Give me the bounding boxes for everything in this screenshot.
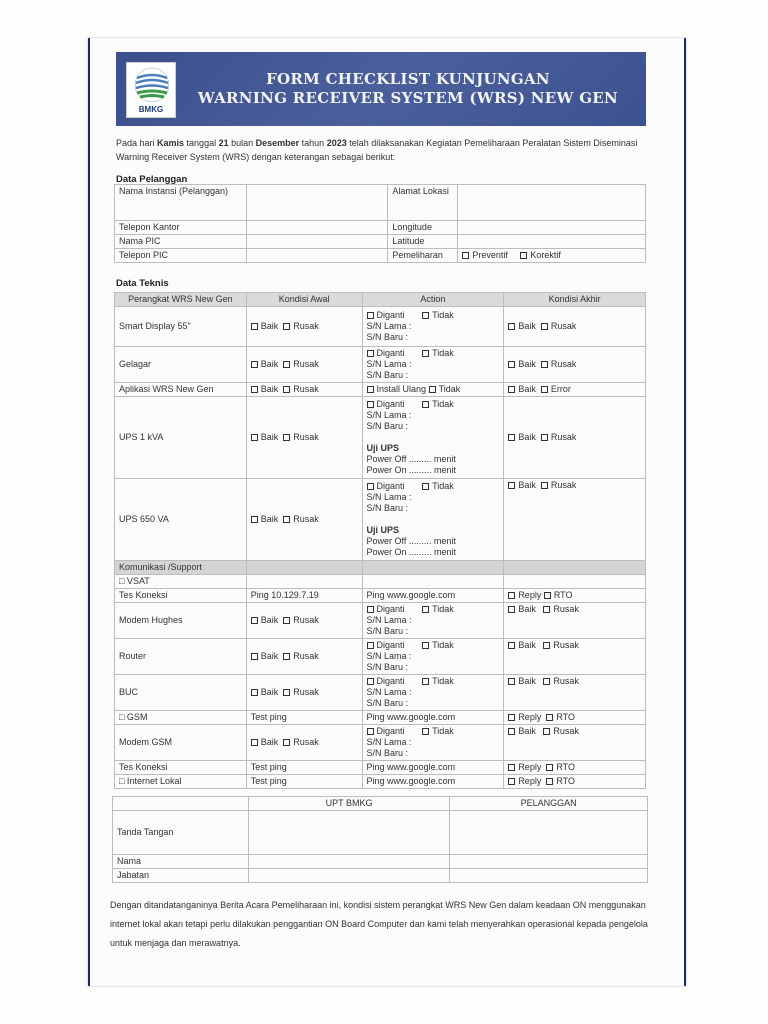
- checkbox-tidak[interactable]: [422, 606, 429, 613]
- field-longitude[interactable]: [458, 221, 646, 235]
- kondisi-akhir-cell: [504, 639, 646, 675]
- label-baik: Baik: [260, 514, 279, 524]
- label-nama-pic: Nama PIC: [115, 235, 247, 249]
- field-pemeliharaan: [458, 249, 646, 263]
- checkbox-tidak[interactable]: [422, 350, 429, 357]
- sig-col-pelanggan: PELANGGAN: [450, 797, 648, 811]
- label-baik: Baik: [260, 651, 279, 661]
- field-nama-instansi[interactable]: [246, 185, 388, 221]
- label-tidak: Tidak: [432, 481, 454, 491]
- field-jabatan-upt[interactable]: [248, 869, 450, 883]
- checkbox-rusak[interactable]: [541, 323, 548, 330]
- title-line-2: WARNING RECEIVER SYSTEM (WRS) NEW GEN: [197, 89, 619, 107]
- field-latitude[interactable]: [458, 235, 646, 249]
- checkbox-rusak[interactable]: [543, 728, 550, 735]
- title-line-1: FORM CHECKLIST KUNJUNGAN: [266, 70, 550, 88]
- subheader-komunikasi: Komunikasi /Support: [115, 561, 247, 575]
- checkbox-baik[interactable]: [251, 361, 258, 368]
- label-rusak: Rusak: [293, 432, 319, 442]
- label-alamat-lokasi: Alamat Lokasi: [388, 185, 458, 221]
- checkbox-tidak[interactable]: [422, 483, 429, 490]
- checkbox-rusak[interactable]: [283, 689, 290, 696]
- kondisi-awal-cell: [246, 383, 362, 397]
- col-kondisi-akhir: Kondisi Akhir: [504, 293, 646, 307]
- label-install-ulang: Install Ulang: [376, 384, 427, 394]
- label-sn-baru: S/N Baru :: [366, 662, 409, 672]
- label-baik: Baik: [260, 737, 279, 747]
- col-kondisi-awal: Kondisi Awal: [246, 293, 362, 307]
- checkbox-baik[interactable]: [508, 323, 515, 330]
- form-page: [88, 38, 686, 986]
- checkbox-baik[interactable]: [251, 617, 258, 624]
- checkbox-rusak[interactable]: [283, 739, 290, 746]
- row-label-smart-display: Smart Display 55": [115, 307, 247, 347]
- label-rusak: Rusak: [293, 384, 319, 394]
- checkbox-diganti[interactable]: [367, 728, 374, 735]
- test-ping-cell: Test ping: [246, 711, 362, 725]
- kondisi-awal-cell: [246, 307, 362, 347]
- checkbox-baik[interactable]: [508, 361, 515, 368]
- checkbox-rusak[interactable]: [543, 642, 550, 649]
- label-tidak: Tidak: [432, 399, 454, 409]
- label-sn-baru: S/N Baru :: [366, 748, 409, 758]
- label-rusak: Rusak: [293, 615, 319, 625]
- kondisi-akhir-cell: [504, 383, 646, 397]
- label-tanda-tangan: Tanda Tangan: [113, 811, 249, 855]
- label-baik: Baik: [260, 432, 279, 442]
- label-uji-ups: Uji UPS: [366, 443, 400, 453]
- checkbox-baik[interactable]: [508, 678, 515, 685]
- checkbox-reply[interactable]: [508, 592, 515, 599]
- action-cell: [362, 603, 504, 639]
- label-baik: Baik: [518, 640, 536, 650]
- empty-cell: [504, 575, 646, 589]
- label-preventif: Preventif: [472, 250, 508, 260]
- label-tidak: Tidak: [432, 640, 454, 650]
- label-sn-lama: S/N Lama :: [366, 321, 412, 331]
- checkbox-baik[interactable]: [508, 642, 515, 649]
- field-nama-pelanggan[interactable]: [450, 855, 648, 869]
- action-cell: [362, 675, 504, 711]
- checkbox-baik[interactable]: [251, 739, 258, 746]
- checkbox-rto[interactable]: [546, 778, 553, 785]
- field-telepon-kantor[interactable]: [246, 221, 388, 235]
- intro-text: telah dilaksanakan Kegiatan Pemeliharaan Peralatan Sistem Diseminasi Warning Receiver System (WRS) dengan keterangan sebagai berikut:: [116, 138, 638, 162]
- label-diganti: Diganti: [376, 481, 405, 491]
- intro-text: Pada hari: [116, 138, 158, 148]
- label-tidak: Tidak: [432, 348, 454, 358]
- form-title: [188, 70, 628, 108]
- label-rusak: Rusak: [553, 726, 579, 736]
- checkbox-rusak[interactable]: [283, 434, 290, 441]
- logo-text: BMKG: [138, 105, 164, 114]
- checkbox-tidak[interactable]: [422, 728, 429, 735]
- label-baik: Baik: [518, 604, 536, 614]
- label-baik: Baik: [518, 726, 536, 736]
- checkbox-diganti[interactable]: [367, 642, 374, 649]
- label-diganti: Diganti: [376, 399, 405, 409]
- subheader-cell: [246, 561, 362, 575]
- checkbox-rusak[interactable]: [543, 678, 550, 685]
- checkbox-baik[interactable]: [508, 386, 515, 393]
- label-diganti: Diganti: [376, 640, 405, 650]
- subheader-cell: [362, 561, 504, 575]
- checkbox-error[interactable]: [541, 386, 548, 393]
- label-rto: RTO: [553, 590, 573, 600]
- action-cell: [362, 383, 504, 397]
- label-rusak: Rusak: [293, 651, 319, 661]
- label-reply: Reply: [518, 712, 542, 722]
- label-error: Error: [550, 384, 571, 394]
- label-sn-baru: S/N Baru :: [366, 626, 409, 636]
- field-jabatan-pelanggan[interactable]: [450, 869, 648, 883]
- label-rusak: Rusak: [550, 480, 577, 490]
- label-rusak: Rusak: [293, 321, 319, 331]
- checkbox-install-ulang[interactable]: [367, 386, 374, 393]
- label-sn-baru: S/N Baru :: [366, 332, 409, 342]
- label-longitude: Longitude: [388, 221, 458, 235]
- checkbox-tidak[interactable]: [422, 642, 429, 649]
- label-sn-lama: S/N Lama :: [366, 492, 412, 502]
- checkbox-korektif[interactable]: [520, 252, 527, 259]
- label-tidak: Tidak: [432, 310, 454, 320]
- label-baik: Baik: [518, 676, 536, 686]
- checkbox-diganti[interactable]: [367, 401, 374, 408]
- checkbox-diganti[interactable]: [367, 606, 374, 613]
- action-cell: [362, 347, 504, 383]
- label-rusak: Rusak: [553, 604, 579, 614]
- group-internet-lokal: □ Internet Lokal: [115, 775, 247, 789]
- teknis-table: [114, 292, 646, 789]
- section-heading-teknis: Data Teknis: [116, 278, 169, 289]
- checkbox-baik[interactable]: [508, 728, 515, 735]
- closing-statement: Dengan ditandatanganinya Berita Acara Pemeliharaan ini, kondisi sistem perangkat WRS New Gen dalam keadaan ON menggunakan internet lokal akan tetapi perlu dilakukan penggantian ON Board Computer dan kami telah menyerahkan operasional kepada pengelola untuk menjaga dan merawatnya.: [110, 900, 648, 948]
- checkbox-reply[interactable]: [508, 778, 515, 785]
- label-baik: Baik: [260, 321, 279, 331]
- label-sn-baru: S/N Baru :: [366, 503, 409, 513]
- checkbox-baik[interactable]: [251, 323, 258, 330]
- label-korektif: Korektif: [530, 250, 561, 260]
- label-reply: Reply: [518, 762, 542, 772]
- label-latitude: Latitude: [388, 235, 458, 249]
- label-baik: Baik: [518, 432, 536, 442]
- label-rto: RTO: [556, 762, 576, 772]
- action-cell: [362, 307, 504, 347]
- intro-text: tahun: [299, 138, 327, 148]
- label-tidak: Tidak: [432, 604, 454, 614]
- checkbox-rto[interactable]: [546, 714, 553, 721]
- kondisi-awal-cell: [246, 725, 362, 761]
- intro-bulan: Desember: [255, 138, 300, 148]
- label-reply: Reply: [518, 776, 542, 786]
- checkbox-tidak[interactable]: [422, 312, 429, 319]
- label-rusak: Rusak: [293, 514, 319, 524]
- label-power-on: Power On ......... menit: [366, 465, 457, 475]
- kondisi-awal-cell: [246, 675, 362, 711]
- label-sn-lama: S/N Lama :: [366, 410, 412, 420]
- checkbox-rusak[interactable]: [541, 434, 548, 441]
- kondisi-awal-cell: [246, 397, 362, 479]
- checkbox-baik[interactable]: [251, 386, 258, 393]
- intro-tahun: 2023: [326, 138, 347, 148]
- checkbox-rusak[interactable]: [543, 606, 550, 613]
- field-ttd-pelanggan[interactable]: [450, 811, 648, 855]
- col-perangkat: Perangkat WRS New Gen: [115, 293, 247, 307]
- action-cell: [362, 397, 504, 479]
- label-baik: Baik: [260, 359, 279, 369]
- label-rusak: Rusak: [293, 359, 319, 369]
- row-label-ups-650va: UPS 650 VA: [115, 479, 247, 561]
- label-sn-baru: S/N Baru :: [366, 370, 409, 380]
- label-nama: Nama: [113, 855, 249, 869]
- sig-col-upt: UPT BMKG: [248, 797, 450, 811]
- checkbox-baik[interactable]: [508, 482, 515, 489]
- label-sn-lama: S/N Lama :: [366, 651, 412, 661]
- label-sn-lama: S/N Lama :: [366, 359, 412, 369]
- checkbox-rto[interactable]: [546, 764, 553, 771]
- test-ping-cell: Test ping: [246, 761, 362, 775]
- kondisi-akhir-cell: [504, 775, 646, 789]
- signature-table: [112, 796, 648, 883]
- ping-google-cell: Ping www.google.com: [362, 589, 504, 603]
- label-tidak: Tidak: [432, 726, 454, 736]
- field-telepon-pic[interactable]: [246, 249, 388, 263]
- checkbox-baik[interactable]: [251, 653, 258, 660]
- checkbox-diganti[interactable]: [367, 350, 374, 357]
- label-rusak: Rusak: [550, 321, 577, 331]
- kondisi-awal-cell: [246, 347, 362, 383]
- label-baik: Baik: [518, 384, 536, 394]
- checkbox-diganti[interactable]: [367, 483, 374, 490]
- label-sn-lama: S/N Lama :: [366, 737, 412, 747]
- kondisi-akhir-cell: [504, 725, 646, 761]
- ping-google-cell: Ping www.google.com: [362, 775, 504, 789]
- row-label-buc: BUC: [115, 675, 247, 711]
- kondisi-akhir-cell: [504, 397, 646, 479]
- checkbox-reply[interactable]: [508, 764, 515, 771]
- kondisi-akhir-cell: [504, 479, 646, 561]
- label-power-off: Power Off ......... menit: [366, 454, 456, 464]
- label-rusak: Rusak: [553, 676, 579, 686]
- intro-hari: Kamis: [157, 138, 185, 148]
- section-heading-pelanggan: Data Pelanggan: [116, 174, 188, 185]
- label-rto: RTO: [556, 776, 576, 786]
- checkbox-diganti[interactable]: [367, 678, 374, 685]
- label-rusak: Rusak: [550, 432, 577, 442]
- label-rusak: Rusak: [550, 359, 577, 369]
- checkbox-rusak[interactable]: [283, 361, 290, 368]
- checkbox-reply[interactable]: [508, 714, 515, 721]
- label-diganti: Diganti: [376, 604, 405, 614]
- label-rusak: Rusak: [553, 640, 579, 650]
- label-diganti: Diganti: [376, 348, 405, 358]
- checkbox-tidak[interactable]: [422, 678, 429, 685]
- pelanggan-table: [114, 184, 646, 263]
- checkbox-rusak[interactable]: [541, 361, 548, 368]
- checkbox-rusak[interactable]: [283, 386, 290, 393]
- label-power-off: Power Off ......... menit: [366, 536, 456, 546]
- action-cell: [362, 639, 504, 675]
- label-tidak: Tidak: [438, 384, 461, 394]
- label-pemeliharaan: Pemeliharan: [388, 249, 458, 263]
- label-baik: Baik: [260, 615, 279, 625]
- form-header: [116, 52, 646, 126]
- row-label-router: Router: [115, 639, 247, 675]
- label-sn-lama: S/N Lama :: [366, 615, 412, 625]
- empty-cell: [246, 575, 362, 589]
- intro-text: bulan: [228, 138, 256, 148]
- row-label-tes-koneksi: Tes Koneksi: [115, 761, 247, 775]
- row-label-gelagar: Gelagar: [115, 347, 247, 383]
- bmkg-logo: [126, 62, 176, 118]
- label-sn-baru: S/N Baru :: [366, 421, 409, 431]
- kondisi-awal-cell: [246, 479, 362, 561]
- ping-google-cell: Ping www.google.com: [362, 711, 504, 725]
- label-reply: Reply: [518, 590, 542, 600]
- label-nama-instansi: Nama Instansi (Pelanggan): [115, 185, 247, 221]
- label-telepon-kantor: Telepon Kantor: [115, 221, 247, 235]
- intro-paragraph: [116, 136, 646, 164]
- checkbox-rusak[interactable]: [283, 617, 290, 624]
- label-baik: Baik: [260, 384, 279, 394]
- action-cell: [362, 725, 504, 761]
- ping-google-cell: Ping www.google.com: [362, 761, 504, 775]
- kondisi-akhir-cell: [504, 711, 646, 725]
- label-sn-lama: S/N Lama :: [366, 687, 412, 697]
- label-power-on: Power On ......... menit: [366, 547, 457, 557]
- checkbox-rusak[interactable]: [283, 323, 290, 330]
- row-label-ups-1kva: UPS 1 kVA: [115, 397, 247, 479]
- kondisi-akhir-cell: [504, 603, 646, 639]
- col-action: Action: [362, 293, 504, 307]
- label-jabatan: Jabatan: [113, 869, 249, 883]
- checkbox-baik[interactable]: [251, 689, 258, 696]
- group-vsat: □ VSAT: [115, 575, 247, 589]
- kondisi-awal-cell: [246, 639, 362, 675]
- kondisi-akhir-cell: [504, 347, 646, 383]
- label-uji-ups: Uji UPS: [366, 525, 400, 535]
- label-baik: Baik: [518, 480, 536, 490]
- test-ping-cell: Test ping: [246, 775, 362, 789]
- checkbox-tidak[interactable]: [422, 401, 429, 408]
- row-label-tes-koneksi: Tes Koneksi: [115, 589, 247, 603]
- ping-ip-cell: Ping 10.129.7.19: [246, 589, 362, 603]
- checkbox-rusak[interactable]: [541, 482, 548, 489]
- kondisi-akhir-cell: [504, 307, 646, 347]
- row-label-aplikasi: Aplikasi WRS New Gen: [115, 383, 247, 397]
- kondisi-akhir-cell: [504, 589, 646, 603]
- checkbox-baik[interactable]: [251, 516, 258, 523]
- kondisi-akhir-cell: [504, 761, 646, 775]
- label-diganti: Diganti: [376, 726, 405, 736]
- label-rusak: Rusak: [293, 737, 319, 747]
- label-sn-baru: S/N Baru :: [366, 698, 409, 708]
- kondisi-akhir-cell: [504, 675, 646, 711]
- intro-text: tanggal: [184, 138, 219, 148]
- intro-tanggal: 21: [218, 138, 229, 148]
- checkbox-rusak[interactable]: [283, 516, 290, 523]
- label-rto: RTO: [556, 712, 576, 722]
- label-baik: Baik: [518, 359, 536, 369]
- field-nama-upt[interactable]: [248, 855, 450, 869]
- kondisi-awal-cell: [246, 603, 362, 639]
- label-rusak: Rusak: [293, 687, 319, 697]
- label-tidak: Tidak: [432, 676, 454, 686]
- label-diganti: Diganti: [376, 310, 405, 320]
- checkbox-diganti[interactable]: [367, 312, 374, 319]
- checkbox-preventif[interactable]: [462, 252, 469, 259]
- empty-cell: [362, 575, 504, 589]
- action-cell: [362, 479, 504, 561]
- subheader-cell: [504, 561, 646, 575]
- checkbox-rto[interactable]: [544, 592, 551, 599]
- checkbox-baik[interactable]: [508, 434, 515, 441]
- checkbox-rusak[interactable]: [283, 653, 290, 660]
- checkbox-baik[interactable]: [508, 606, 515, 613]
- checkbox-tidak[interactable]: [429, 386, 436, 393]
- label-diganti: Diganti: [376, 676, 405, 686]
- row-label-modem-gsm: Modem GSM: [115, 725, 247, 761]
- field-ttd-upt[interactable]: [248, 811, 450, 855]
- field-alamat-lokasi[interactable]: [458, 185, 646, 221]
- label-telepon-pic: Telepon PIC: [115, 249, 247, 263]
- group-gsm: □ GSM: [115, 711, 247, 725]
- label-baik: Baik: [260, 687, 279, 697]
- row-label-modem-hughes: Modem Hughes: [115, 603, 247, 639]
- label-baik: Baik: [518, 321, 536, 331]
- sig-corner: [113, 797, 249, 811]
- checkbox-baik[interactable]: [251, 434, 258, 441]
- field-nama-pic[interactable]: [246, 235, 388, 249]
